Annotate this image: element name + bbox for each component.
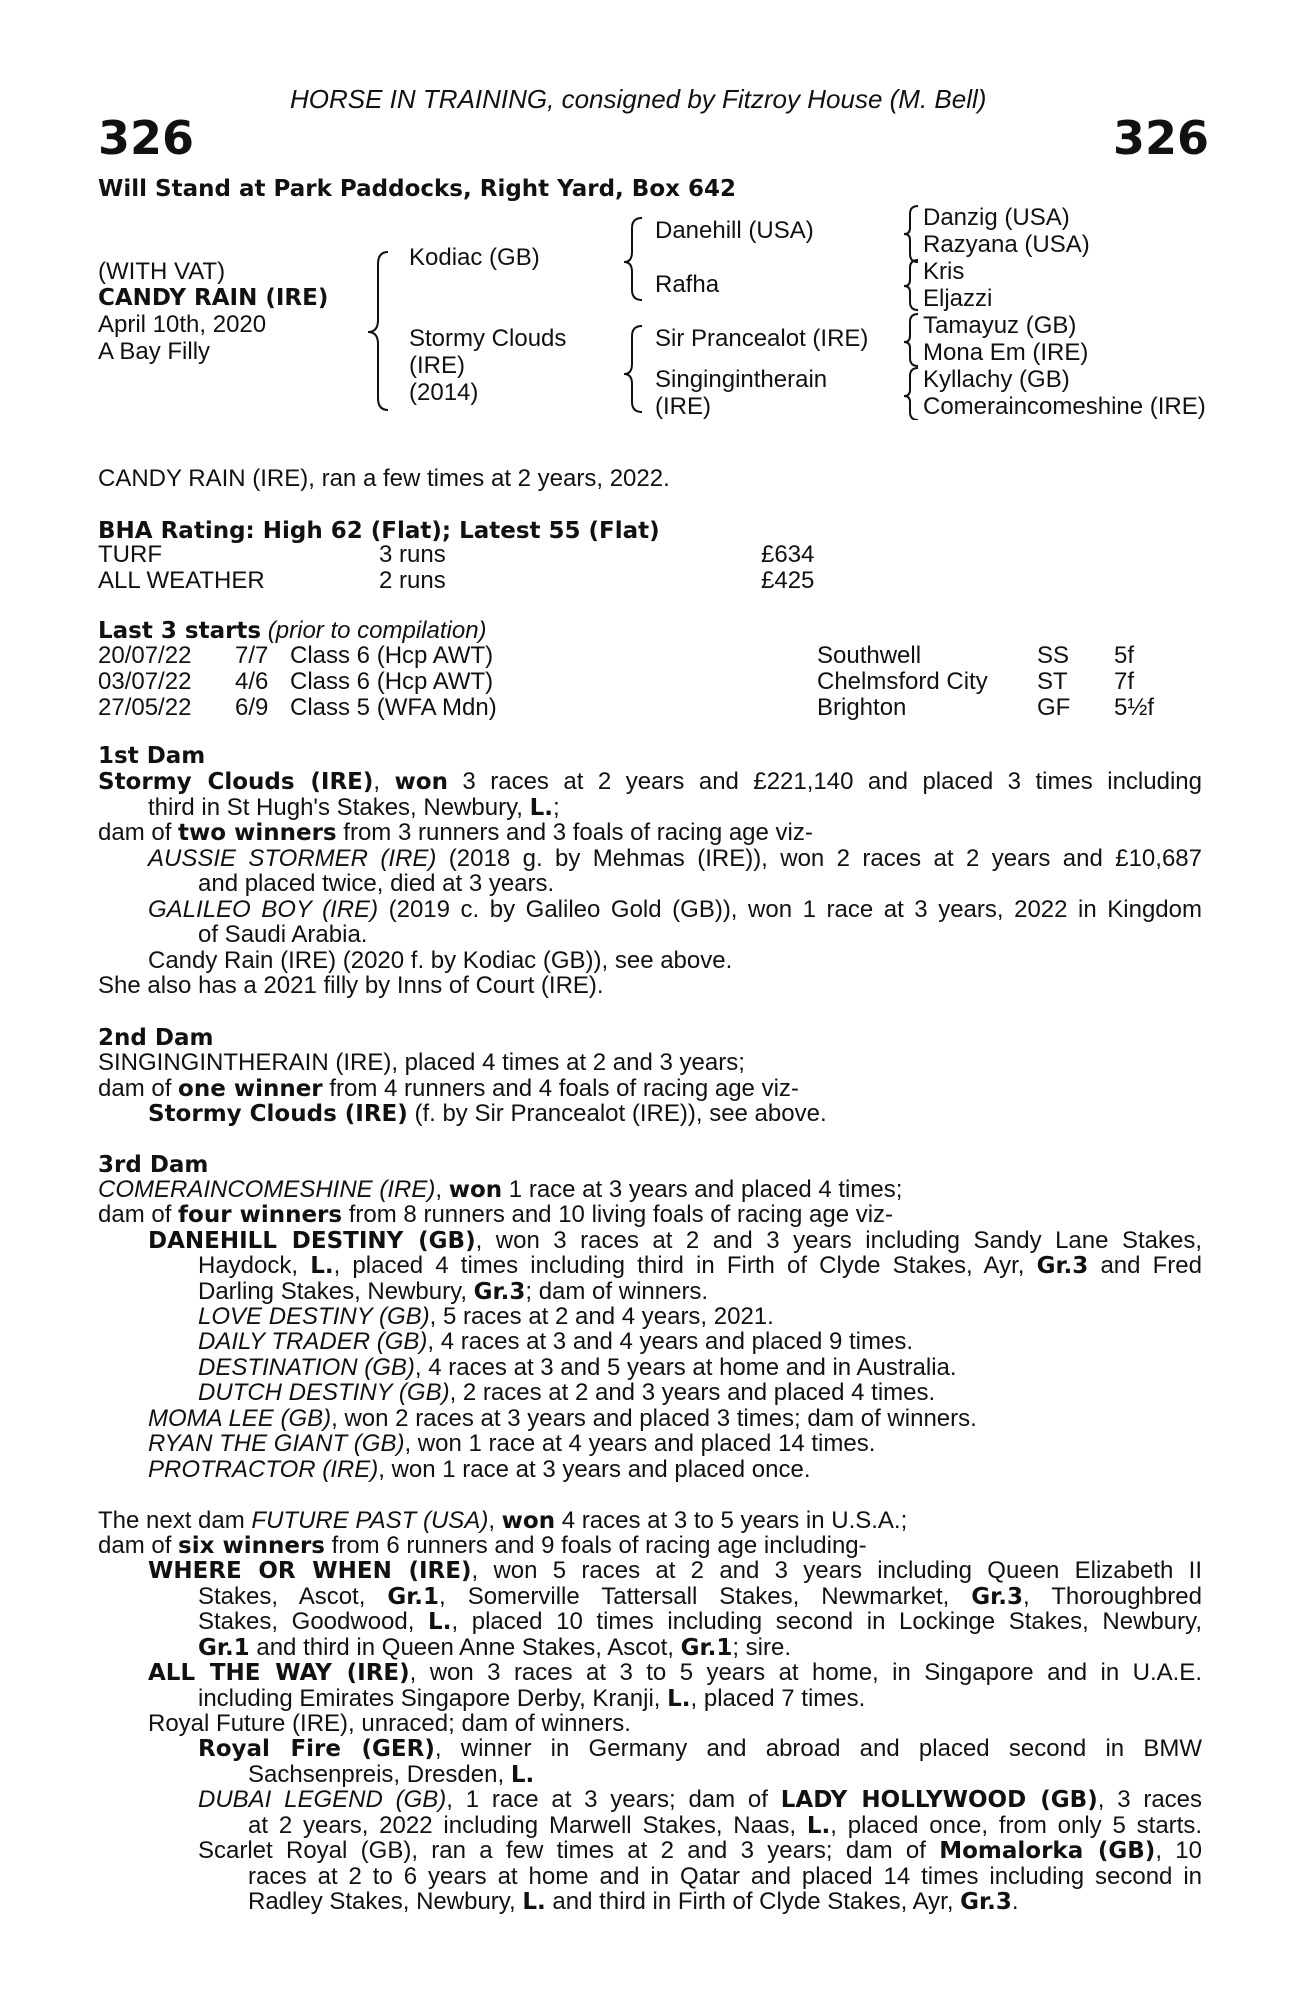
second-dam-produce-line	[98, 1076, 799, 1102]
progeny-name: LADY HOLLYWOOD (GB)	[780, 1787, 1098, 1813]
pedigree-braces	[0, 0, 1314, 420]
record-text: dam of	[98, 1532, 179, 1559]
start-date: 27/05/22	[98, 694, 192, 721]
winners-count: six winners	[178, 1533, 325, 1559]
start-going: ST	[1037, 668, 1068, 695]
third-dam-produce-line	[98, 1202, 893, 1228]
start-going: GF	[1037, 694, 1071, 721]
record-text: , won 2 races at 3 years and placed 3 times; dam of winners.	[331, 1405, 977, 1432]
grade-text: Gr.3	[473, 1279, 526, 1305]
record-text: races at 2 to 6 years at home and in Qatar and placed 14 times including second in	[248, 1863, 1202, 1890]
progeny-line	[148, 1228, 1202, 1254]
progeny-name: PROTRACTOR (IRE)	[148, 1456, 379, 1483]
progeny-name: ALL THE WAY (IRE)	[148, 1660, 410, 1686]
record-text: , 4 races at 3 and 4 years and placed 9 times.	[427, 1328, 914, 1355]
brace-dam	[624, 326, 642, 412]
sire-dam: Rafha	[655, 271, 720, 298]
first-dam-produce-line	[98, 820, 813, 846]
first-dam-heading: 1st Dam	[98, 743, 206, 769]
rating-title: BHA Rating: High 62 (Flat); Latest 55 (Flat)	[98, 518, 660, 544]
record-text: dam of	[98, 1201, 179, 1228]
progeny-line	[148, 1558, 1202, 1584]
record-text: , 10	[1155, 1837, 1202, 1864]
record-text: ; dam of winners.	[525, 1278, 709, 1305]
consignor-line: HORSE IN TRAINING, consigned by Fitzroy House (M. Bell)	[290, 84, 987, 114]
record-text: dam of	[98, 819, 179, 846]
progeny-line	[198, 1686, 865, 1712]
progeny-line	[148, 1660, 1202, 1686]
record-text: including Emirates Singapore Derby, Kranji,	[198, 1685, 668, 1712]
record-text: , 3 races	[1097, 1786, 1203, 1813]
progeny-line	[148, 897, 1202, 923]
grade-text: L.	[667, 1686, 691, 1712]
winners-count: four winners	[178, 1202, 343, 1228]
record-text: Stakes, Ascot,	[198, 1583, 388, 1610]
lot-number-right: 326	[1113, 111, 1210, 165]
record-text: , Somerville Tattersall Stakes, Newmarket,	[439, 1583, 972, 1610]
progeny-name: Royal Fire (GER)	[198, 1736, 435, 1762]
progeny-line	[198, 1253, 1202, 1279]
record-text: , 4 races at 3 and 5 years at home and in Australia.	[414, 1354, 957, 1381]
start-date: 20/07/22	[98, 642, 192, 669]
dam-sire-dam: Mona Em (IRE)	[923, 339, 1089, 366]
progeny-name: DESTINATION (GB)	[198, 1354, 415, 1381]
race-summary: CANDY RAIN (IRE), ran a few times at 2 years, 2022.	[98, 465, 670, 492]
record-text: Darling Stakes, Newbury,	[198, 1278, 474, 1305]
second-dam-line: SINGINGINTHERAIN (IRE), placed 4 times at 2 and 3 years;	[98, 1049, 745, 1076]
record-text: , placed once, from only 5 starts.	[830, 1812, 1203, 1839]
grade-text: L.	[310, 1253, 334, 1279]
progeny-name: GALILEO BOY (IRE)	[148, 896, 379, 923]
record-text: 1 race at 3 years and placed 4 times;	[502, 1176, 903, 1203]
start-position: 4/6	[235, 668, 269, 695]
start-date: 03/07/22	[98, 668, 192, 695]
start-course: Brighton	[817, 694, 907, 721]
record-text: , 2 races at 2 and 3 years and placed 4 times.	[449, 1379, 936, 1406]
dam-name: Stormy Clouds (IRE)	[98, 769, 374, 795]
progeny-line	[198, 1609, 1202, 1635]
dam-line-3: (2014)	[409, 379, 479, 406]
progeny-name: DANEHILL DESTINY (GB)	[148, 1228, 476, 1254]
last-starts-note: (prior to compilation)	[267, 617, 487, 644]
won-text: won	[448, 1177, 503, 1203]
dam-name: FUTURE PAST (USA)	[251, 1507, 489, 1534]
dam-sire-sire: Tamayuz (GB)	[923, 312, 1077, 339]
next-dam-produce-line	[98, 1533, 867, 1559]
start-going: SS	[1037, 642, 1070, 669]
brace-ss	[904, 206, 918, 262]
record-text: , winner in Germany and abroad and placed second in BMW	[434, 1735, 1202, 1762]
progeny-name: RYAN THE GIANT (GB)	[148, 1430, 405, 1457]
progeny-line	[198, 1838, 1202, 1864]
record-text: Haydock,	[198, 1252, 311, 1279]
record-text: (2018 g. by Mehmas (IRE)), won 2 races at 2 years and £10,687	[436, 845, 1202, 872]
first-dam-line	[98, 769, 1202, 795]
record-text: from 6 runners and 9 foals of racing age including-	[324, 1532, 867, 1559]
brace-sd	[904, 260, 918, 310]
brace-sire	[624, 218, 642, 300]
record-text: , placed 4 times including third in Firth of Clyde Stakes, Ayr,	[333, 1252, 1037, 1279]
foaling-date: April 10th, 2020	[98, 311, 267, 338]
progeny-line	[198, 1380, 935, 1406]
record-text: , won 3 races at 2 and 3 years including Sandy Lane Stakes,	[475, 1227, 1203, 1254]
grade-text: Gr.3	[1036, 1253, 1089, 1279]
progeny-name: DAILY TRADER (GB)	[198, 1328, 428, 1355]
sire-dam-sire: Kris	[923, 258, 965, 285]
grade-text: Gr.3	[971, 1584, 1023, 1610]
record-text: and Fred	[1088, 1252, 1202, 1279]
third-dam-line	[98, 1177, 902, 1203]
grade-text: L.	[529, 795, 554, 821]
separator: ,	[435, 1176, 449, 1203]
progeny-name: DUBAI LEGEND (GB)	[198, 1786, 447, 1813]
record-text: , won 5 races at 2 and 3 years including Queen Elizabeth II	[471, 1557, 1202, 1584]
record-text: dam of	[98, 1075, 179, 1102]
progeny-name: DUTCH DESTINY (GB)	[198, 1379, 450, 1406]
horse-name: CANDY RAIN (IRE)	[98, 285, 329, 311]
dam-sire: Sir Prancealot (IRE)	[655, 325, 869, 352]
start-distance: 5½f	[1114, 694, 1155, 721]
grade-text: L.	[522, 1889, 546, 1915]
record-text: and third in Queen Anne Stakes, Ascot,	[249, 1634, 681, 1661]
record-text: and third in Firth of Clyde Stakes, Ayr,	[545, 1888, 961, 1915]
sire-sire-sire: Danzig (USA)	[923, 204, 1070, 231]
stand-location: Will Stand at Park Paddocks, Right Yard, Box 642	[98, 176, 736, 202]
progeny-line	[148, 1431, 875, 1457]
start-position: 7/7	[235, 642, 269, 669]
rating-prize-aw: £425	[761, 567, 815, 594]
record-text: 4 races at 3 to 5 years in U.S.A.;	[555, 1507, 908, 1534]
start-distance: 7f	[1114, 668, 1135, 695]
start-distance: 5f	[1114, 642, 1135, 669]
vat-note: (WITH VAT)	[98, 258, 226, 285]
dam-name: COMERAINCOMESHINE (IRE)	[98, 1176, 436, 1203]
record-text: .	[1011, 1888, 1019, 1915]
rating-runs-turf: 3 runs	[379, 541, 446, 568]
sire-sire-dam: Razyana (USA)	[923, 231, 1090, 258]
record-text: , won 3 races at 3 to 5 years at home, in Singapore and in U.A.E.	[409, 1659, 1202, 1686]
winners-count: one winner	[178, 1076, 323, 1102]
third-dam-heading: 3rd Dam	[98, 1152, 209, 1178]
record-text: , placed 7 times.	[690, 1685, 866, 1712]
sire-dam-dam: Eljazzi	[923, 285, 993, 312]
progeny-line	[248, 1889, 1019, 1915]
progeny-name: MOMA LEE (GB)	[148, 1405, 332, 1432]
record-text: at 2 years, 2022 including Marwell Stakes, Naas,	[248, 1812, 807, 1839]
progeny-line	[198, 1787, 1202, 1813]
horse-description: A Bay Filly	[98, 338, 211, 365]
brace-ds	[904, 314, 918, 366]
dam-dam-dam: Comeraincomeshine (IRE)	[923, 393, 1206, 420]
progeny-line	[148, 1457, 811, 1483]
progeny-line: Royal Future (IRE), unraced; dam of winners.	[148, 1710, 631, 1737]
record-text: ;	[553, 794, 560, 821]
grade-text: L.	[510, 1762, 535, 1788]
won-text: won	[501, 1508, 556, 1534]
progeny-line	[248, 1813, 1202, 1839]
record-text: Radley Stakes, Newbury,	[248, 1888, 523, 1915]
dam-dam-line-1: Singingintherain	[655, 366, 828, 393]
progeny-line	[198, 1736, 1202, 1762]
record-text: , 5 races at 2 and 4 years, 2021.	[429, 1303, 774, 1330]
start-race: Class 5 (WFA Mdn)	[290, 694, 497, 721]
progeny-name: Stormy Clouds (IRE)	[148, 1101, 408, 1127]
second-dam-heading: 2nd Dam	[98, 1025, 214, 1051]
separator: ,	[488, 1507, 502, 1534]
progeny-line: Candy Rain (IRE) (2020 f. by Kodiac (GB)), see above.	[148, 947, 733, 974]
progeny-line: of Saudi Arabia.	[198, 921, 368, 948]
grade-text: Gr.1	[387, 1584, 440, 1610]
record-text: ; sire.	[732, 1634, 792, 1661]
progeny-name: AUSSIE STORMER (IRE)	[148, 845, 437, 872]
progeny-line: She also has a 2021 filly by Inns of Court (IRE).	[98, 972, 604, 999]
grade-text: L.	[806, 1813, 831, 1839]
progeny-line	[198, 1329, 913, 1355]
progeny-line	[198, 1584, 1202, 1610]
progeny-line	[148, 1101, 827, 1127]
progeny-line	[198, 1279, 708, 1305]
last-starts-title: Last 3 starts	[98, 618, 262, 644]
separator: ,	[373, 768, 395, 795]
progeny-line	[248, 1762, 534, 1788]
record-text: (2019 c. by Galileo Gold (GB)), won 1 race at 3 years, 2022 in Kingdom	[378, 896, 1202, 923]
record-text: from 3 runners and 3 foals of racing age viz-	[336, 819, 813, 846]
start-race: Class 6 (Hcp AWT)	[290, 668, 494, 695]
rating-surface-turf: TURF	[98, 541, 162, 568]
record-text: The next dam	[98, 1507, 252, 1534]
record-text: Stakes, Goodwood,	[198, 1608, 429, 1635]
record-text: third in St Hugh's Stakes, Newbury,	[148, 794, 530, 821]
start-course: Southwell	[817, 642, 922, 669]
record-text: , won 1 race at 4 years and placed 14 times.	[404, 1430, 876, 1457]
record-text: , won 1 race at 3 years and placed once.	[378, 1456, 811, 1483]
lot-number-left: 326	[98, 111, 195, 165]
brace-dd	[904, 368, 918, 420]
record-text: , 1 race at 3 years; dam of	[446, 1786, 781, 1813]
start-race: Class 6 (Hcp AWT)	[290, 642, 494, 669]
progeny-name: Momalorka (GB)	[939, 1838, 1156, 1864]
last-starts-heading	[98, 618, 487, 644]
progeny-name: WHERE OR WHEN (IRE)	[148, 1558, 472, 1584]
progeny-line	[248, 1864, 1202, 1890]
grade-text: Gr.1	[198, 1635, 250, 1661]
dam-dam-sire: Kyllachy (GB)	[923, 366, 1070, 393]
brace-generation-1	[368, 252, 388, 410]
start-course: Chelmsford City	[817, 668, 988, 695]
rating-surface-aw: ALL WEATHER	[98, 567, 265, 594]
dam-line-1: Stormy Clouds	[409, 325, 567, 352]
progeny-line	[198, 1355, 957, 1381]
progeny-line	[198, 1635, 791, 1661]
grade-text: Gr.1	[680, 1635, 733, 1661]
sire: Kodiac (GB)	[409, 244, 540, 271]
first-dam-line	[148, 795, 560, 821]
won-text: won	[394, 769, 448, 795]
record-text: 3 races at 2 years and £221,140 and placed 3 times including	[447, 768, 1202, 795]
next-dam-line	[98, 1508, 907, 1534]
rating-runs-aw: 2 runs	[379, 567, 446, 594]
record-text: from 4 runners and 4 foals of racing age viz-	[322, 1075, 799, 1102]
record-text: , placed 10 times including second in Lockinge Stakes, Newbury,	[451, 1608, 1202, 1635]
grade-text: Gr.3	[960, 1889, 1012, 1915]
progeny-line: and placed twice, died at 3 years.	[198, 870, 555, 897]
sire-sire: Danehill (USA)	[655, 217, 814, 244]
record-text: Scarlet Royal (GB), ran a few times at 2 and 3 years; dam of	[198, 1837, 940, 1864]
record-text: (f. by Sir Prancealot (IRE)), see above.	[407, 1100, 827, 1127]
record-text: Sachsenpreis, Dresden,	[248, 1761, 511, 1788]
grade-text: L.	[428, 1609, 452, 1635]
record-text: from 8 runners and 10 living foals of racing age viz-	[342, 1201, 894, 1228]
progeny-line	[148, 1406, 977, 1432]
rating-prize-turf: £634	[761, 541, 815, 568]
start-position: 6/9	[235, 694, 269, 721]
progeny-name: LOVE DESTINY (GB)	[198, 1303, 430, 1330]
progeny-line	[148, 846, 1202, 872]
progeny-line	[198, 1304, 774, 1330]
record-text: , Thoroughbred	[1022, 1583, 1202, 1610]
dam-line-2: (IRE)	[409, 352, 465, 379]
dam-dam-line-2: (IRE)	[655, 393, 711, 420]
winners-count: two winners	[178, 820, 337, 846]
